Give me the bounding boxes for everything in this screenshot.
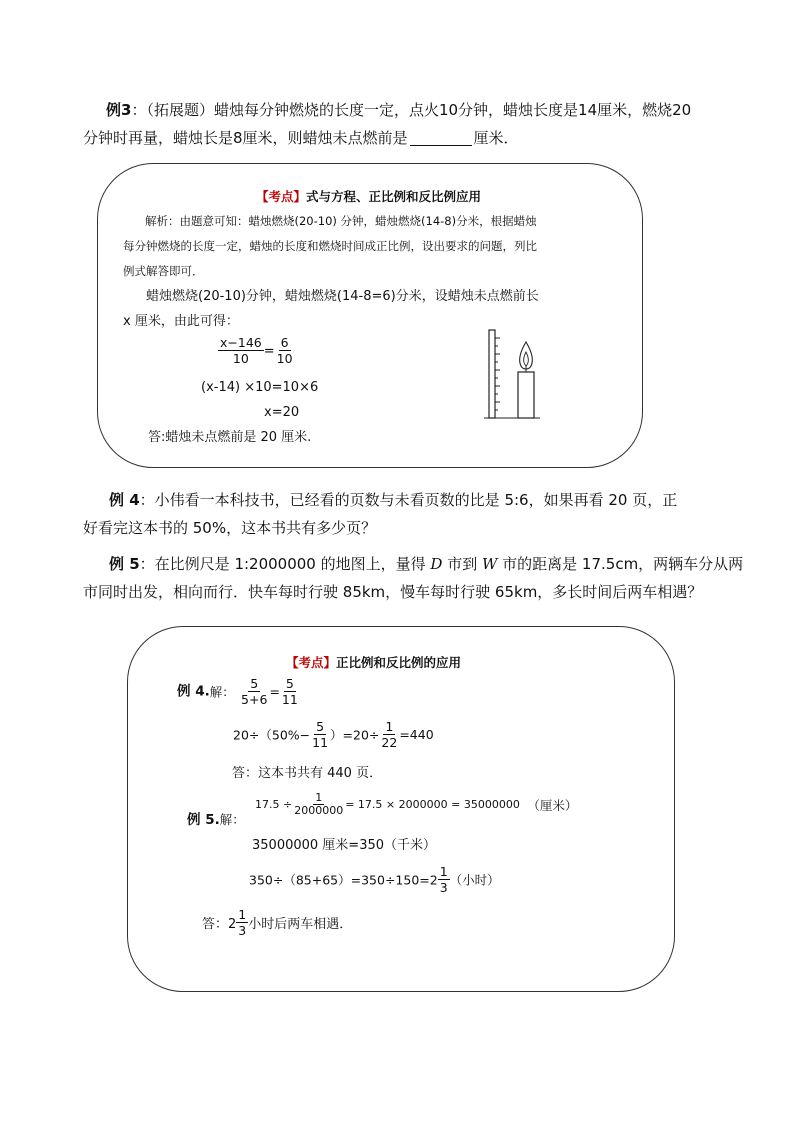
box1-solution-1: 蜡烛燃烧(20-10)分钟，蜡烛燃烧(14-8=6)分米，设蜡烛未点燃前长 (146, 289, 539, 304)
box2-ex5-line1: 17.5 ÷ $\frac{1}{2000000}$ = 17.5 × 2000000 = 35000000 （厘米） (255, 791, 578, 817)
box2-ex4-line2: 20÷（50%− $\frac{5}{11}$ ）=20÷ $\frac{1}{22}$ =440 (233, 719, 434, 750)
box1-analysis-1: 解析：由题意可知：蜡烛燃烧(20-10) 分钟，蜡烛燃烧(14-8)分米，根据蜡烛 (145, 214, 537, 228)
ex5-label: 例 5 (109, 555, 140, 573)
box1-answer: 答:蜡烛未点燃前是 20 厘米. (148, 430, 312, 445)
box1-analysis-2: 每分钟燃烧的长度一定，蜡烛的长度和燃烧时间成正比例，设出要求的问题，列比 (123, 239, 537, 253)
answer-blank (410, 129, 472, 146)
ex5-line1: 例 5：在比例尺是 1:2000000 的地图上，量得 D 市到 W 市的距离是 17.5cm，两辆车分从两 (109, 555, 744, 573)
candle (518, 372, 534, 418)
ex3-line2: 分钟时再量，蜡烛长是8厘米，则蜡烛未点燃前是 厘米． (83, 129, 519, 147)
ex4-label: 例 4 (109, 491, 140, 509)
ruler-ticks (495, 338, 500, 410)
ex3-line1: 例3：（拓展题）蜡烛每分钟燃烧的长度一定，点火10分钟，蜡烛长度是14厘米，燃烧20 (106, 101, 692, 119)
ex4-line1: 例 4：小伟看一本科技书，已经看的页数与未看页数的比是 5:6，如果再看 20 页，正 (109, 491, 678, 509)
box1-equation-3: x=20 (264, 405, 300, 420)
box1-equation-2: (x-14) ×10=10×6 (201, 380, 319, 395)
box1-heading: 【考点】式与方程、正比例和反比例应用 (256, 189, 482, 204)
box2-ex5-line2: 35000000 厘米=350（千米） (252, 838, 437, 853)
ex4-line2: 好看完这本书的 50%，这本书共有多少页？ (83, 519, 377, 537)
box2-ex4-answer: 答：这本书共有 440 页． (232, 766, 383, 781)
candle-ruler-illustration (480, 328, 544, 420)
ex5-line2: 市同时出发，相向而行．快车每时行驶 85km，慢车每时行驶 65km，多长时间后两车相遇？ (83, 583, 703, 601)
flame-icon (520, 342, 533, 369)
box1-solution-2: x 厘米，由此可得： (123, 314, 239, 329)
box1-proportion-equation: $\frac{x-146}{10}$ = $\frac{6}{10}$ (220, 335, 293, 366)
box2-ex5-label: 例 5.解： (187, 812, 245, 828)
box2-ex5-line3: 350÷（85+65）=350÷150=2 $\frac{1}{3}$ （小时） (249, 864, 500, 895)
box2-ex5-answer: 答：2 $\frac{1}{3}$ 小时后两车相遇． (202, 907, 353, 938)
ex3-label: 例3 (106, 101, 132, 119)
box2-heading: 【考点】正比例和反比例的应用 (286, 655, 462, 670)
ruler (489, 330, 495, 418)
box2-ex4-line1: 例 4.解： $\frac{5}{5+6}$ = $\frac{5}{11}$ (177, 676, 298, 707)
box1-analysis-3: 例式解答即可． (123, 264, 204, 278)
